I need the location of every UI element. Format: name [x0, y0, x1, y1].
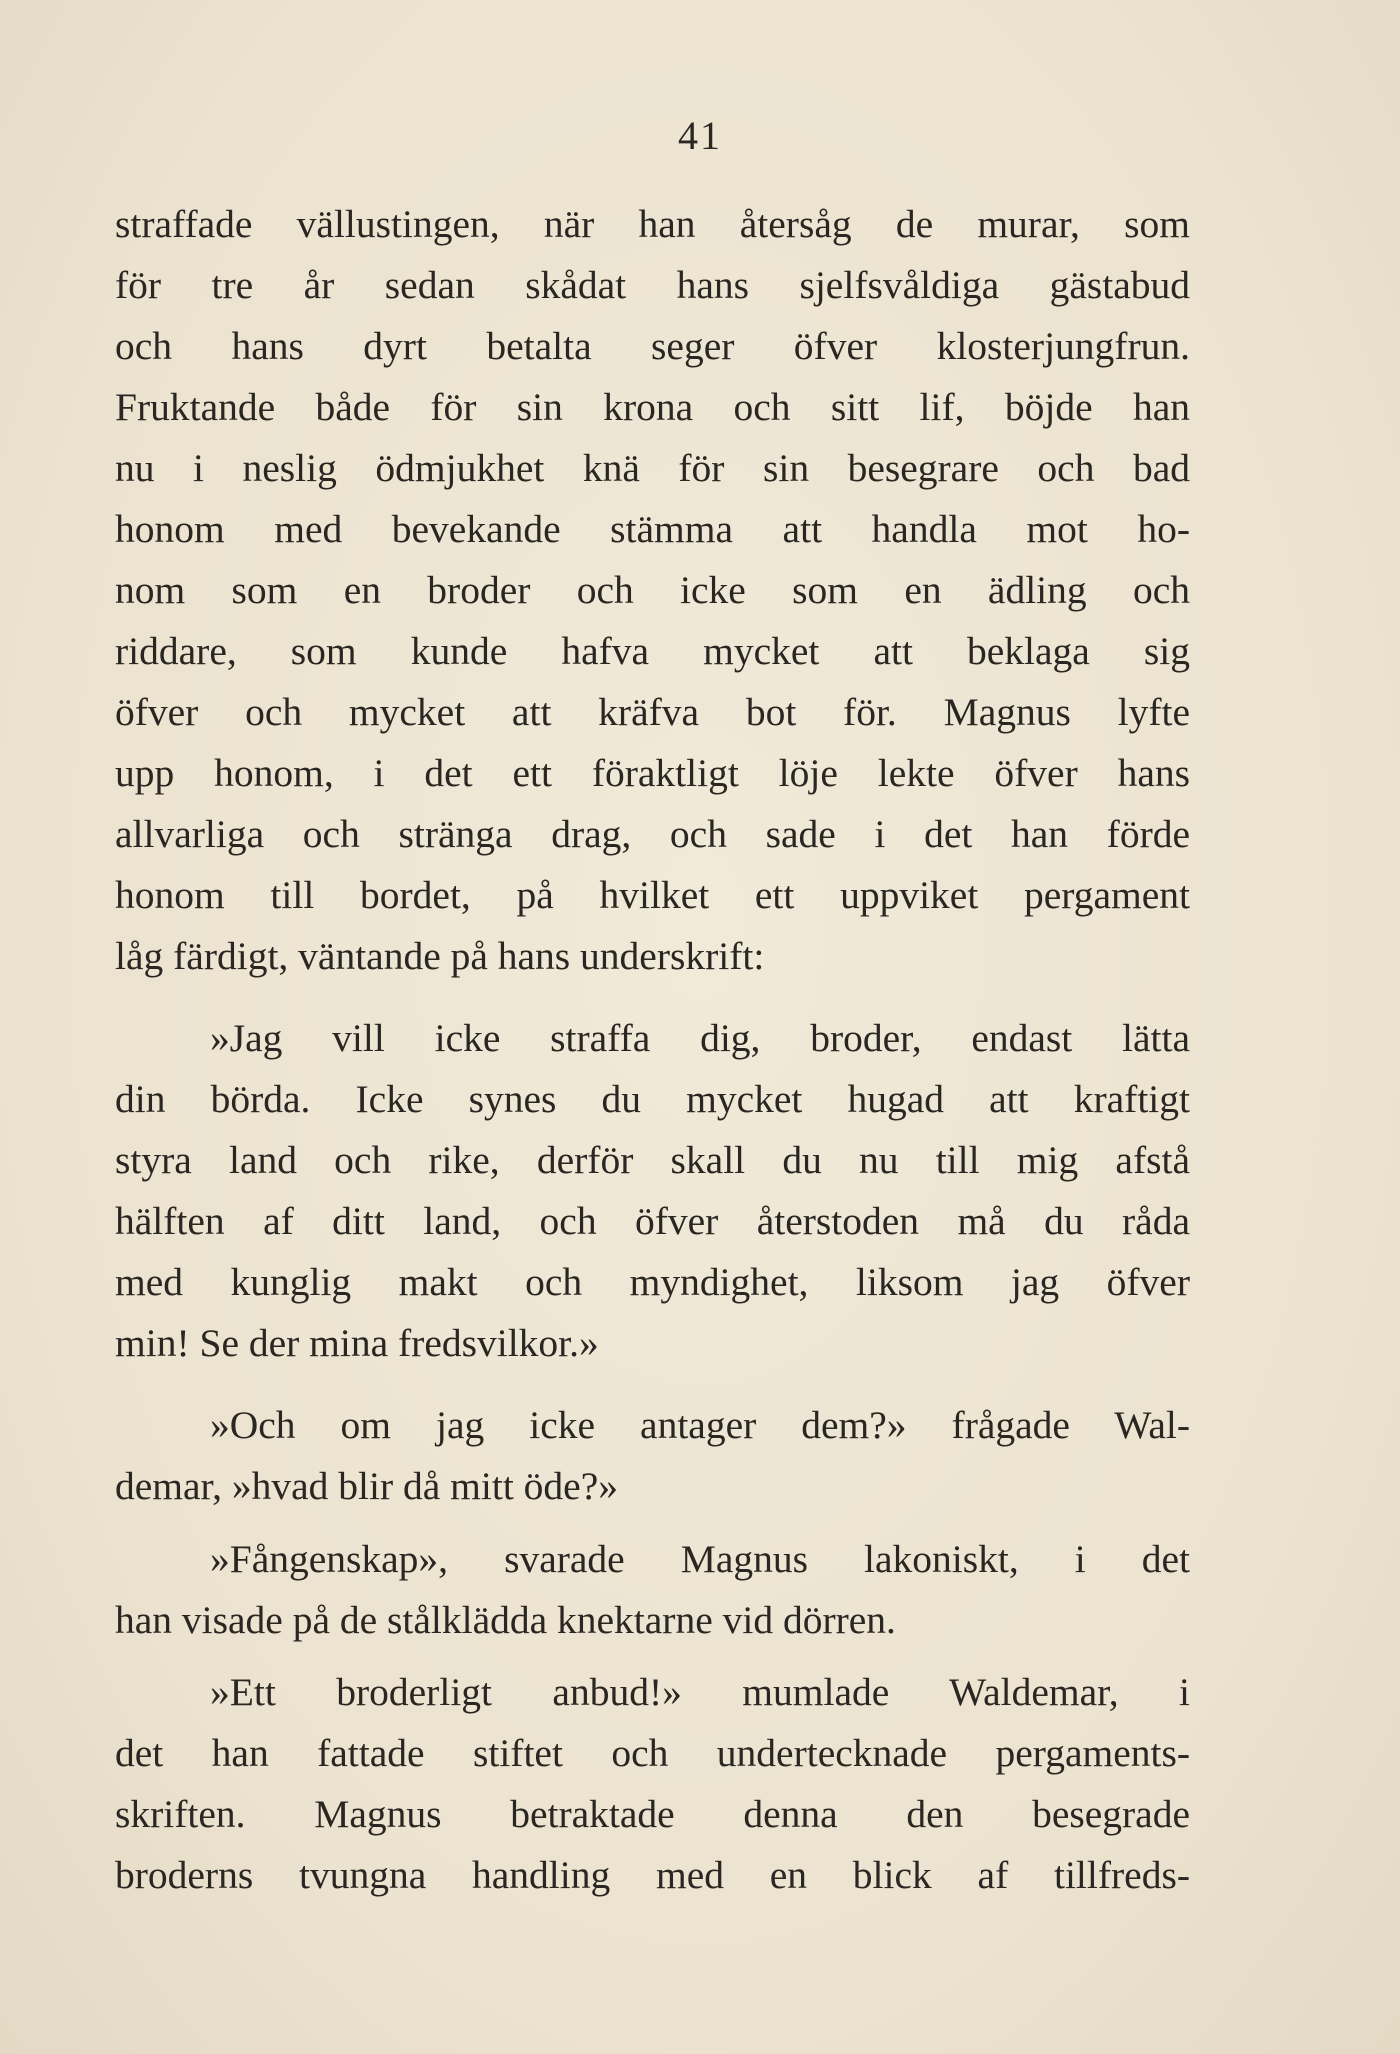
text-line: skriften. Magnus betraktade denna den besegrade: [115, 1792, 1190, 1836]
text-line: låg färdigt, väntande på hans underskrift:: [115, 934, 765, 978]
text-line: han visade på de stålklädda knektarne vid dörren.: [115, 1598, 896, 1642]
text-line: »Jag vill icke straffa dig, broder, endast lätta: [210, 1016, 1190, 1060]
text-line: för tre år sedan skådat hans sjelfsvåldiga gästabud: [115, 263, 1190, 307]
paragraph-5: [115, 1662, 1190, 1906]
text-line: din börda. Icke synes du mycket hugad att kraftigt: [115, 1077, 1190, 1121]
paragraph-2: [115, 1008, 1190, 1374]
text-line: riddare, som kunde hafva mycket att beklaga sig: [115, 629, 1190, 673]
text-line: straffade vällustingen, när han återsåg de murar, som: [115, 202, 1190, 246]
paragraph-4: [115, 1529, 1190, 1651]
text-line: honom med bevekande stämma att handla mot ho-: [115, 507, 1190, 551]
text-line: »Och om jag icke antager dem?» frågade Wal-: [210, 1403, 1190, 1447]
text-line: nu i neslig ödmjukhet knä för sin besegrare och bad: [115, 446, 1190, 490]
paragraph-1: [115, 194, 1190, 987]
text-line: »Fångenskap», svarade Magnus lakoniskt, i det: [210, 1537, 1190, 1581]
text-line: det han fattade stiftet och undertecknade pergaments-: [115, 1731, 1190, 1775]
page-number: 41: [678, 113, 722, 158]
text-line: »Ett broderligt anbud!» mumlade Waldemar, i: [210, 1670, 1190, 1714]
text-line: allvarliga och stränga drag, och sade i det han förde: [115, 812, 1190, 856]
text-line: demar, »hvad blir då mitt öde?»: [115, 1464, 618, 1508]
text-line: min! Se der mina fredsvilkor.»: [115, 1321, 599, 1365]
text-line: och hans dyrt betalta seger öfver klosterjungfrun.: [115, 324, 1190, 368]
text-line: honom till bordet, på hvilket ett uppviket pergament: [115, 873, 1190, 917]
text-line: med kunglig makt och myndighet, liksom jag öfver: [115, 1260, 1190, 1304]
text-line: broderns tvungna handling med en blick af tillfreds-: [115, 1853, 1190, 1897]
text-line: öfver och mycket att kräfva bot för. Magnus lyfte: [115, 690, 1190, 734]
text-line: hälften af ditt land, och öfver återstoden må du råda: [115, 1199, 1190, 1243]
text-line: nom som en broder och icke som en ädling och: [115, 568, 1190, 612]
text-line: styra land och rike, derför skall du nu till mig afstå: [115, 1138, 1190, 1182]
text-line: upp honom, i det ett föraktligt löje lekte öfver hans: [115, 751, 1190, 795]
text-line: Fruktande både för sin krona och sitt lif, böjde han: [115, 385, 1190, 429]
paragraph-3: [115, 1395, 1190, 1517]
